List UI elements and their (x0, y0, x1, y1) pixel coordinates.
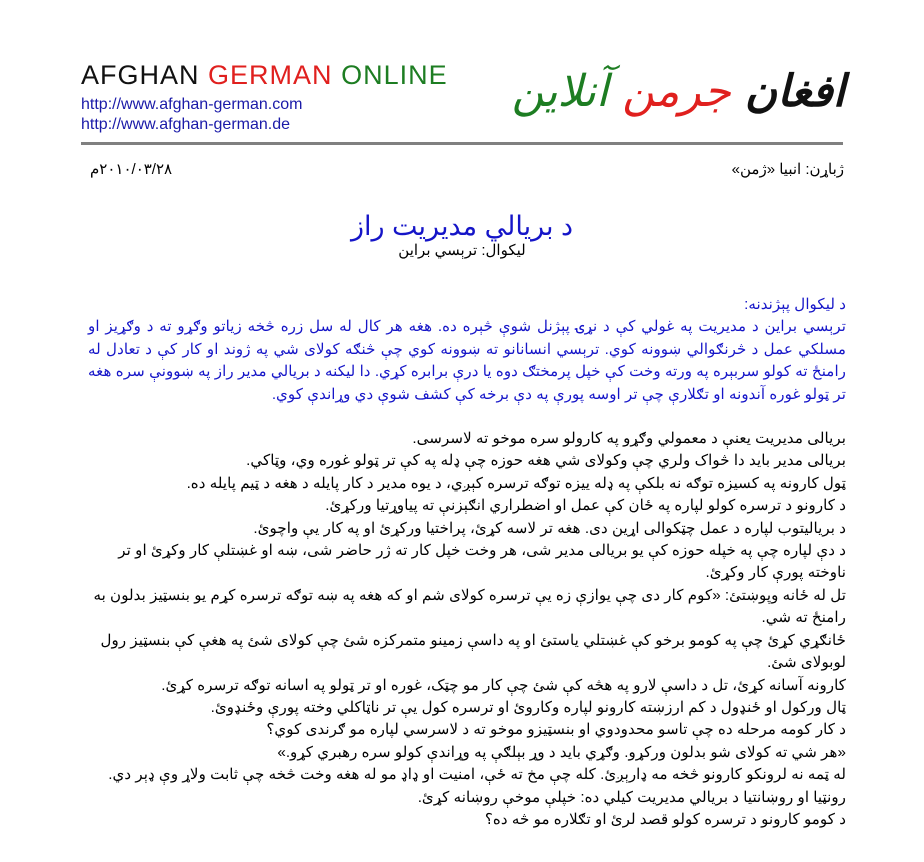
article-line: بریالی مدیریت یعنې د معمولي وګړو په کارولو سره موخو ته لاسرسی. (412, 430, 846, 448)
article-line: کارونه آسانه کړئ، تل د داسې لارو په هڅه کې شئ چې کار مو چټک، غوره او تر ټولو په اسانه توګه ترسره کړئ. (161, 676, 846, 694)
article-line: له ټمه نه لرونکو کارونو څخه مه ډارېږئ. کله چې مخ ته ځې، امنیت او ډاډ مو له هغه وخت څخه چې ثابت ولاړ وې ډېر دي. (108, 766, 846, 784)
logo-word-afghan: افغان (744, 66, 845, 117)
logo-word-online: آنلاین (511, 66, 609, 117)
article-line: رونټیا او روښانتیا د بریالي مدیریت کیلي ده: خپلې موخې روښانه کړئ. (417, 788, 846, 806)
publish-date: ۲۰۱۰/۰۳/۲۸م (90, 161, 173, 178)
article-title: د بریالي مدیریت راز (350, 211, 574, 241)
article-line: د کومو کارونو د ترسره کولو قصد لرئ او تګلاره مو څه ده؟ (484, 810, 846, 828)
url-link-com[interactable]: http://www.afghan-german.com (81, 96, 303, 113)
article-line: د بریالیتوب لپاره د عمل چټکوالی اړین دی. هغه تر لاسه کړئ، پراختیا ورکړئ او په کار یې واچوئ. (253, 519, 846, 537)
article-lines (88, 428, 846, 831)
brand-word-german: GERMAN (208, 60, 333, 90)
brand-word-online: ONLINE (341, 60, 448, 90)
article-body (88, 294, 846, 831)
brand-word-afghan: AFGHAN (81, 60, 200, 90)
translator-credit: ژباړن: انبیا «ژمن» (731, 161, 844, 178)
article-line: ځانګړي کړئ چې په کومو برخو کې غښتلي یاستئ او په داسې زمینو متمرکزه شئ چې کولای شئ په هغې کې بنسټیز رول لوبولای شئ. (100, 631, 846, 672)
author-intro-text: ترېسي براین د مدیریت په غولي کې د نړۍ پېژنل شوې څېره ده. هغه هر کال له سل زره څخه زیاتو وګړو ته د وګړیز او مسلکي عمل د څرنګوالي ښوونه کوي. ترېسي انسانانو ته ښوونه کوي چې څنګه کولای شي په ژوند او کار کې د تعادل له رامنځ ته کولو سربېره په ورته وخت کې خپل پرمختګ دوه یا درې برابره کړي. دا لیکنه د بریالي مدیر راز په ښوونې سره هغه تر ټولو غوره آندونه او تګلارې چې تر اوسه پورې په دې برخه کې کشف شوې دي وړاندې کوي. (88, 318, 846, 403)
brand-wordmark (81, 60, 448, 90)
url-link-de[interactable]: http://www.afghan-german.de (81, 116, 291, 133)
article-line: بریالی مدیر باید دا څواک ولري چې وکولای شي هغه حوزه چې ډله په کې تر ټولو غوره وي، وټاکي. (246, 452, 846, 470)
article-line: تل له ځانه وپوښتئ: «کوم کار دی چې یوازې زه یې ترسره کولای شم او که هغه په ښه توګه ترسره کړم یو بنسټیز بدلون به رامنځ ته شي. (93, 586, 846, 627)
author-intro (88, 294, 846, 406)
persian-logo (511, 60, 845, 130)
article-line: د کار کومه مرحله ده چې تاسو محدودوي او بنسټیزو موخو ته د لاسرسي لپاره مو ګرندی کوي؟ (266, 721, 846, 739)
article-line: «هر شي ته کولای شو بدلون ورکړو. وګړي باید د وړ بېلګې په وړاندې کولو سره رهبري کړو.» (277, 743, 846, 761)
article-line: ټول کارونه په کسیزه توګه نه بلکې په ډله ییزه توګه ترسره کېږي، د یوه مدیر د کار پایله د هغه د ټیم پایله ده. (186, 474, 846, 492)
article-line: د دې لپاره چې په خپله حوزه کې یو بریالی مدیر شی، هر وخت خپل کار ته ژر حاضر شی، ښه او غښتلې کار وکړئ او تر ناوخته پورې کار وکړئ. (118, 542, 846, 582)
logo-word-german: جرمن (622, 66, 731, 117)
author-intro-label: د لیکوال پېژندنه: (744, 296, 846, 313)
article-byline: لیکوال: ترېسي براین (398, 242, 526, 259)
article-line: ټال ورکول او ځنډول د کم ارزښته کارونو لپاره وکاروئ او ترسره کول یې تر ناټاکلي وخته پورې وځنډوئ. (210, 698, 846, 716)
article-line: د کارونو د ترسره کولو لپاره په ځان کې عمل او اضطراري انګېزنې ته پیاوړتیا ورکړئ. (325, 497, 846, 515)
header-divider (81, 142, 843, 145)
